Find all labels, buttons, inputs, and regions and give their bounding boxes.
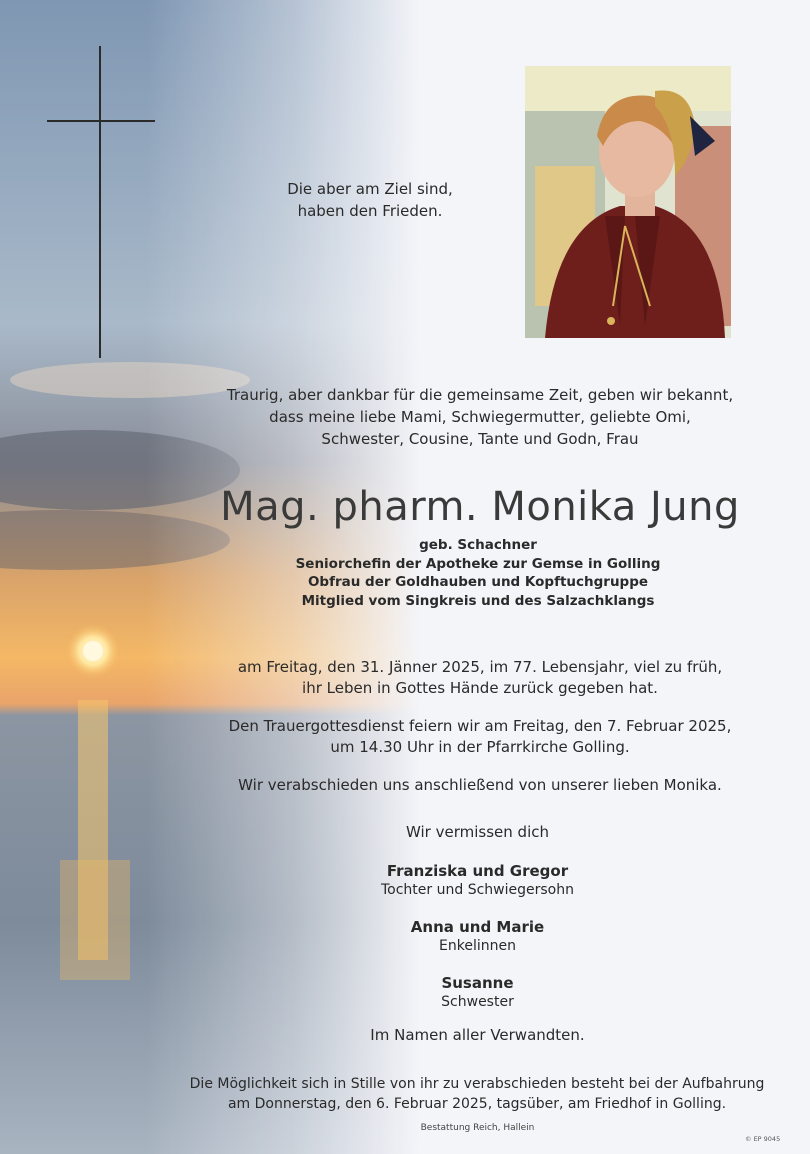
role-line: geb. Schachner	[419, 537, 537, 553]
service-line: um 14.30 Uhr in der Pfarrkirche Golling.	[330, 738, 630, 756]
cross-icon	[99, 46, 101, 358]
mourner-entry	[300, 917, 655, 956]
mourner-entry	[300, 973, 655, 1012]
death-notice-line: ihr Leben in Gottes Hände zurück gegeben hat.	[302, 679, 658, 697]
cross-icon-bar	[47, 120, 155, 122]
death-notice	[180, 657, 780, 699]
service-line: Den Trauergottesdienst feiern wir am Freitag, den 7. Februar 2025,	[228, 717, 732, 735]
announcement	[190, 384, 770, 450]
role-line: Seniorchefin der Apotheke zur Gemse in Golling	[295, 555, 661, 572]
deceased-name: Mag. pharm. Monika Jung	[220, 484, 740, 530]
role-line: Mitglied vom Singkreis und des Salzachklangs	[301, 592, 655, 609]
role-line: Obfrau der Goldhauben und Kopftuchgruppe	[307, 574, 649, 590]
undertaker-credit: Bestattung Reich, Hallein	[420, 1123, 535, 1133]
announcement-line: Schwester, Cousine, Tante und Godn, Frau	[321, 430, 639, 448]
verse-line: haben den Frieden.	[297, 202, 443, 220]
print-code: © EP 9045	[745, 1135, 781, 1143]
deceased-roles	[240, 536, 716, 610]
portrait-photo	[525, 66, 731, 338]
mourner-entry	[300, 861, 655, 900]
mourner-names: Franziska und Gregor	[386, 862, 569, 880]
viewing-notice	[150, 1074, 804, 1114]
verse-line: Die aber am Ziel sind,	[287, 180, 453, 198]
miss-you-text: Wir vermissen dich	[406, 823, 549, 841]
verse	[240, 178, 500, 222]
viewing-line: Die Möglichkeit sich in Stille von ihr zu verabschieden besteht bei der Aufbahrung	[189, 1076, 765, 1092]
announcement-line: Traurig, aber dankbar für die gemeinsame Zeit, geben wir bekannt,	[226, 386, 734, 404]
mourner-names: Anna und Marie	[410, 918, 545, 936]
mourner-relation: Tochter und Schwiegersohn	[381, 882, 574, 898]
viewing-line: am Donnerstag, den 6. Februar 2025, tagsüber, am Friedhof in Golling.	[227, 1096, 727, 1112]
death-notice-line: am Freitag, den 31. Jänner 2025, im 77. Lebensjahr, viel zu früh,	[237, 658, 723, 676]
closing-text: Im Namen aller Verwandten.	[370, 1026, 585, 1044]
farewell-text: Wir verabschieden uns anschließend von unserer lieben Monika.	[238, 776, 722, 794]
funeral-service	[180, 716, 780, 758]
mourner-names: Susanne	[441, 974, 514, 992]
mourner-relation: Schwester	[441, 994, 514, 1010]
mourner-relation: Enkelinnen	[439, 938, 516, 954]
announcement-line: dass meine liebe Mami, Schwiegermutter, geliebte Omi,	[269, 408, 691, 426]
